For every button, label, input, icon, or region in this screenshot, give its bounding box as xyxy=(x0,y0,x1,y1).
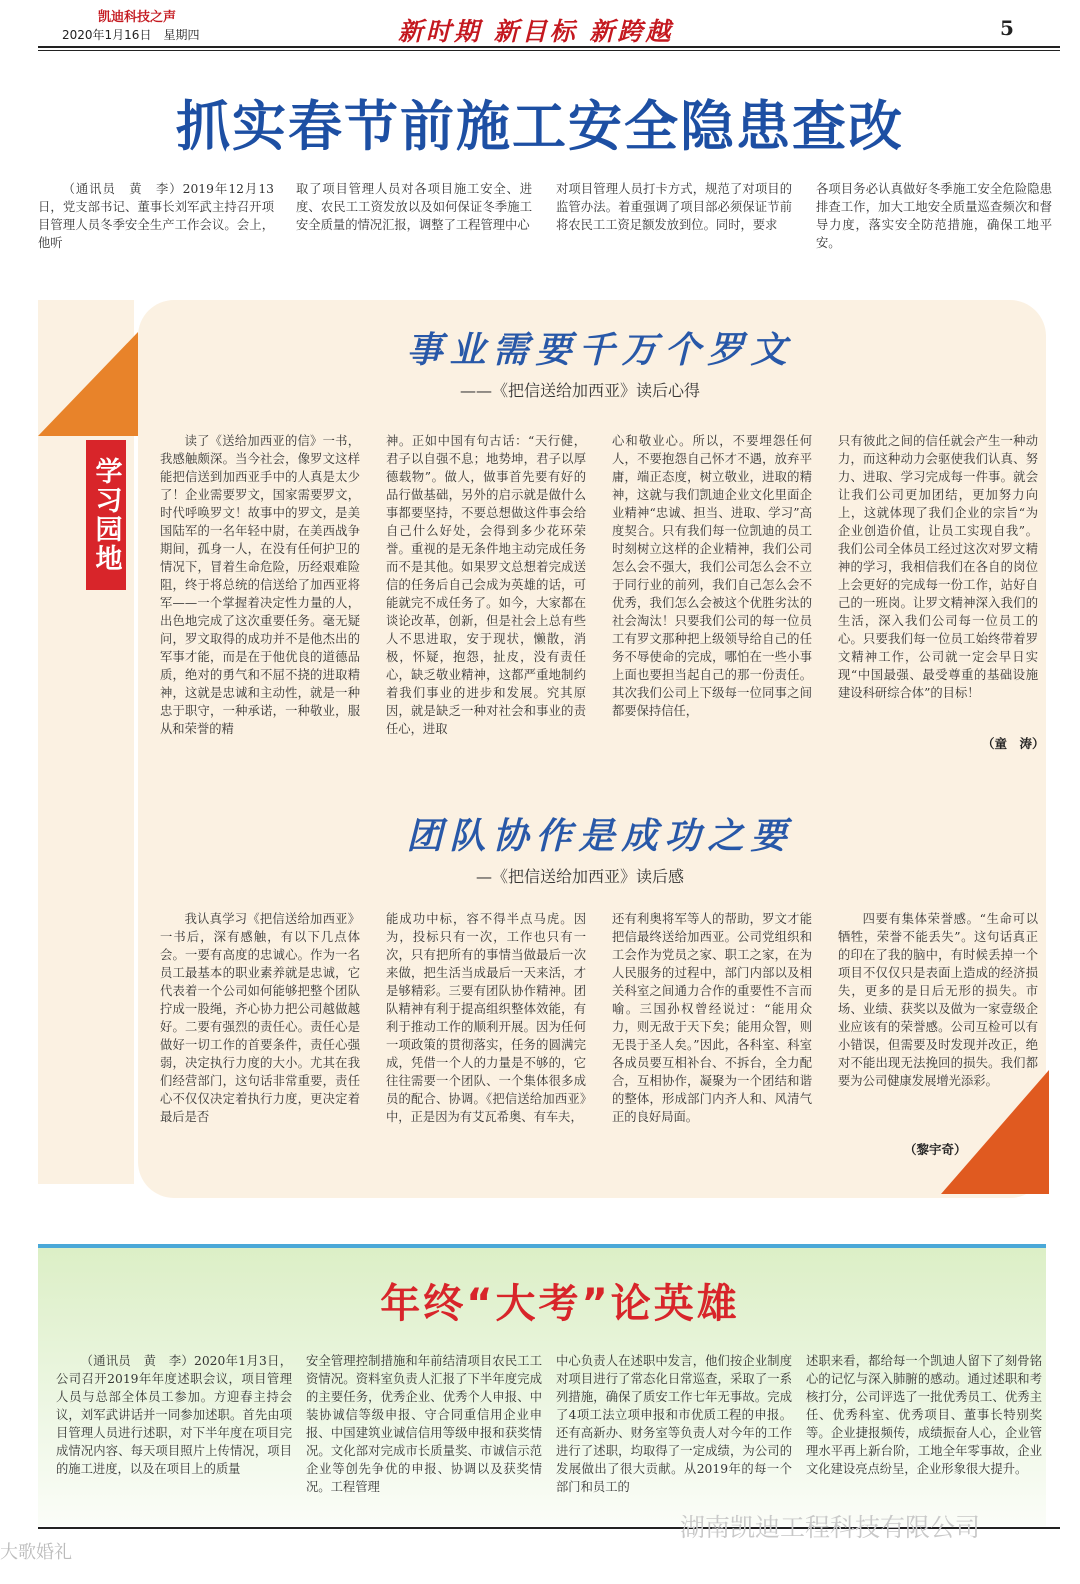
article3-col1: 我认真学习《把信送给加西亚》一书后，深有感触，有以下几点体会。一要有高度的忠诚心。作为一名员工最基本的职业素养就是忠诚，它代表着一个公司如何能够把整个团队拧成一股绳，齐心协力把公司越做越好。二要有强烈的责任心。责任心是做好一切工作的首要条件，责任心强弱，决定执行力度的大小。尤其在我们经营部门，这句话非常重要，责任心不仅仅决定着执行力度，更决定着最后是否 xyxy=(160,912,360,1124)
article2-col3: 心和敬业心。所以，不要埋怨任何人，不要抱怨自己怀才不遇，放弃平庸，端正态度，树立敬业，进取的精神，这就与我们凯迪企业文化里面企业精神“忠诚、担当、进取、学习”高度契合。只有我们每一位凯迪的员工时刻树立这样的企业精神，我们公司怎么会不强大，我们公司怎么会不立于同行业的前列，我们自己怎么会不优秀，我们怎么会被这个优胜劣汰的社会淘汰！只要我们公司的每一位员工有罗文那种把上级领导给自己的任务不辱使命的完成，哪怕在一些小事上面也要担当起自己的那一份责任。其次我们公司上下级每一位同事之间都要保持信任， xyxy=(612,434,812,718)
article4-title: 年终“大考”论英雄 xyxy=(380,1281,740,1327)
article3-col4: 四要有集体荣誉感。“生命可以牺牲，荣誉不能丢失”。这句话真正的印在了我的脑中，有时候丢掉一个项目不仅仅只是表面上造成的经济损失，更多的是日后无形的损失。市场、业绩、获奖以及做为一家壹级企业应该有的荣誉感。公司互检可以有小错误，但需要及时发现并改正，绝对不能出现无法挽回的损失。我们都要为公司健康发展增光添彩。 xyxy=(838,912,1038,1088)
article1-col2: 取了项目管理人员对各项目施工安全、进度、农民工工资发放以及如何保证冬季施工安全质量的情况汇报，调整了工程管理中心 xyxy=(296,182,532,232)
article2-col4: 只有彼此之间的信任就会产生一种动力，而这种动力会驱使我们认真、努力、进取、学习完成每一件事。就会让我们公司更加团结，更加努力向上，这就体现了我们企业的宗旨“为企业创造价值，让员工实现自我”。我们公司全体员工经过这次对罗文精神的学习，我相信我们在各自的岗位上会更好的完成每一份工作，站好自己的一班岗。让罗文精神深入我们的生活，深入我们公司每一位员工的心。只要我们每一位员工始终带着罗文精神工作，公司就一定会早日实现“中国最强、最受尊重的基础设施建设科研综合体”的目标！ xyxy=(838,434,1038,700)
article4-col2: 安全管理控制措施和年前结清项目农民工工资情况。资料室负责人汇报了下半年度完成的主要任务，优秀企业、优秀个人申报、中装协诚信等级申报、守合同重信用企业申报、中国建筑业诚信信用等级申报和获奖情况。文化部对完成市长质量奖、市诚信示范企业等创先争优的申报、协调以及获奖情况。工程管理 xyxy=(306,1354,542,1494)
article2-col1: 读了《送给加西亚的信》一书，我感触颇深。当今社会，像罗文这样能把信送到加西亚手中的人真是太少了！企业需要罗文，国家需要罗文，时代呼唤罗文！故事中的罗文，是美国陆军的一名年轻中尉，在美西战争期间，孤身一人，在没有任何护卫的情况下，冒着生命危险，历经艰难险阻，终于将总统的信送给了加西亚将军——一个掌握着决定性力量的人，出色地完成了这次重要任务。毫无疑问，罗文取得的成功并不是他杰出的军事才能，而是在于他优良的道德品质，绝对的勇气和不屈不挠的进取精神，这就是忠诚和主动性，就是一种忠于职守，一种承诺，一种敬业，服从和荣誉的精 xyxy=(160,434,360,736)
page-number: 5 xyxy=(1000,16,1014,40)
article4-col3: 中心负责人在述职中发言，他们按企业制度对项目进行了常态化日常巡查，采取了一系列措施，确保了质安工作七年无事故。完成了4项工法立项申报和市优质工程的申报。还有高新办、财务室等负责人对今年的工作进行了述职，均取得了一定成绩，为公司的发展做出了很大贡献。从2019年的每一个部门和员工的 xyxy=(556,1354,792,1494)
section-tag: 学习园地 xyxy=(86,440,126,590)
article2-signature: （童 涛） xyxy=(982,736,1045,751)
orange-corner-decoration xyxy=(38,332,138,436)
article3-col3: 还有利奥将军等人的帮助，罗文才能把信最终送给加西亚。公司党组织和工会作为党员之家、职工之家，在为人民服务的过程中，部门内部以及相关科室之间通力合作的重要性不言而喻。三国孙权曾经说过：“能用众力，则无敌于天下矣；能用众智，则无畏于圣人矣。”因此，各科室、科室各成员要互相补台、不拆台，全力配合，互相协作，凝聚为一个团结和谐的整体，形成部门内齐人和、风清气正的良好局面。 xyxy=(612,912,812,1124)
watermark-right: 湖南凯迪工程科技有限公司 xyxy=(680,1513,981,1542)
article3-signature: （黎宇奇） xyxy=(904,1142,967,1157)
article3-title: 团队协作是成功之要 xyxy=(406,815,794,857)
article1-col1: （通讯员 黄 李）2019年12月13日，党支部书记、董事长刘军武主持召开项目管理人员冬季安全生产工作会议。会上，他听 xyxy=(38,182,274,250)
header-rule-thin xyxy=(38,50,1060,51)
masthead: 凯迪科技之声 xyxy=(98,10,177,25)
article1-col4: 各项目务必认真做好冬季施工安全危险隐患排查工作，加大工地安全质量巡查频次和督导力度，落实安全防范措施，确保工地平安。 xyxy=(816,182,1052,250)
article3-subtitle: —《把信送给加西亚》读后感 xyxy=(475,867,684,886)
watermark-left: 大歌婚礼 xyxy=(0,1542,72,1563)
article1-col3: 对项目管理人员打卡方式，规范了对项目的监管办法。着重强调了项目部必须保证节前将农民工工资足额发放到位。同时，要求 xyxy=(556,182,792,232)
article1-headline: 抓实春节前施工安全隐患查改 xyxy=(176,95,904,158)
header-slogan: 新时期 新目标 新跨越 xyxy=(398,17,674,46)
header-rule xyxy=(38,46,1060,48)
article2-col2: 神。正如中国有句古话：“天行健，君子以自强不息；地势坤，君子以厚德载物”。做人，做事首先要有好的品行做基础，另外的启示就是做什么事都要坚持，不要总想做这件事会给自己什么好处，会得到多少花环荣誉。重视的是无条件地主动完成任务而不是其他。如果罗文总想着完成送信的任务后自己会成为英雄的话，可能就完不成任务了。如今，大家都在谈论改革，创新，但是社会上总有些人不思进取，安于现状，懒散，消极，怀疑，抱怨，扯皮，没有责任心，缺乏敬业精神，这都严重地制约着我们事业的进步和发展。究其原因，就是缺乏一种对社会和事业的责任心，进取 xyxy=(386,434,586,736)
article4-col1: （通讯员 黄 李）2020年1月3日，公司召开2019年年度述职会议，项目管理人员与总部全体员工参加。方迎春主持会议，刘军武讲话并一同参加述职。首先由项目管理人员进行述职，对下半年度在项目完成情况内容、每天项目照片上传情况，项目的施工进度，以及在项目上的质量 xyxy=(56,1354,292,1476)
article4-col4: 述职来看，都给每一个凯迪人留下了刻骨铭心的记忆与深入肺腑的感动。通过述职和考核打分，公司评选了一批优秀员工、优秀主任、优秀科室、优秀项目、董事长特别奖等。企业捷报频传，成绩振奋人心，企业管理水平再上新台阶，工地全年零事故，企业文化建设亮点纷呈，企业形象很大提升。 xyxy=(806,1354,1042,1476)
article2-title: 事业需要千万个罗文 xyxy=(406,329,794,371)
issue-date: 2020年1月16日 星期四 xyxy=(62,28,200,42)
article2-subtitle: ——《把信送给加西亚》读后心得 xyxy=(459,381,700,400)
article3-col2: 能成功中标，容不得半点马虎。因为，投标只有一次，工作也只有一次，只有把所有的事情当做最后一次来做，把生活当成最后一天来活，才是够精彩。三要有团队协作精神。团队精神有利于提高组织整体效能，有利于推动工作的顺利开展。因为任何一项政策的贯彻落实，任务的圆满完成，凭借一个人的力量是不够的，它往往需要一个团队、一个集体很多成员的配合、协调。《把信送给加西亚》中，正是因为有艾瓦希奥、有车夫， xyxy=(386,912,586,1124)
